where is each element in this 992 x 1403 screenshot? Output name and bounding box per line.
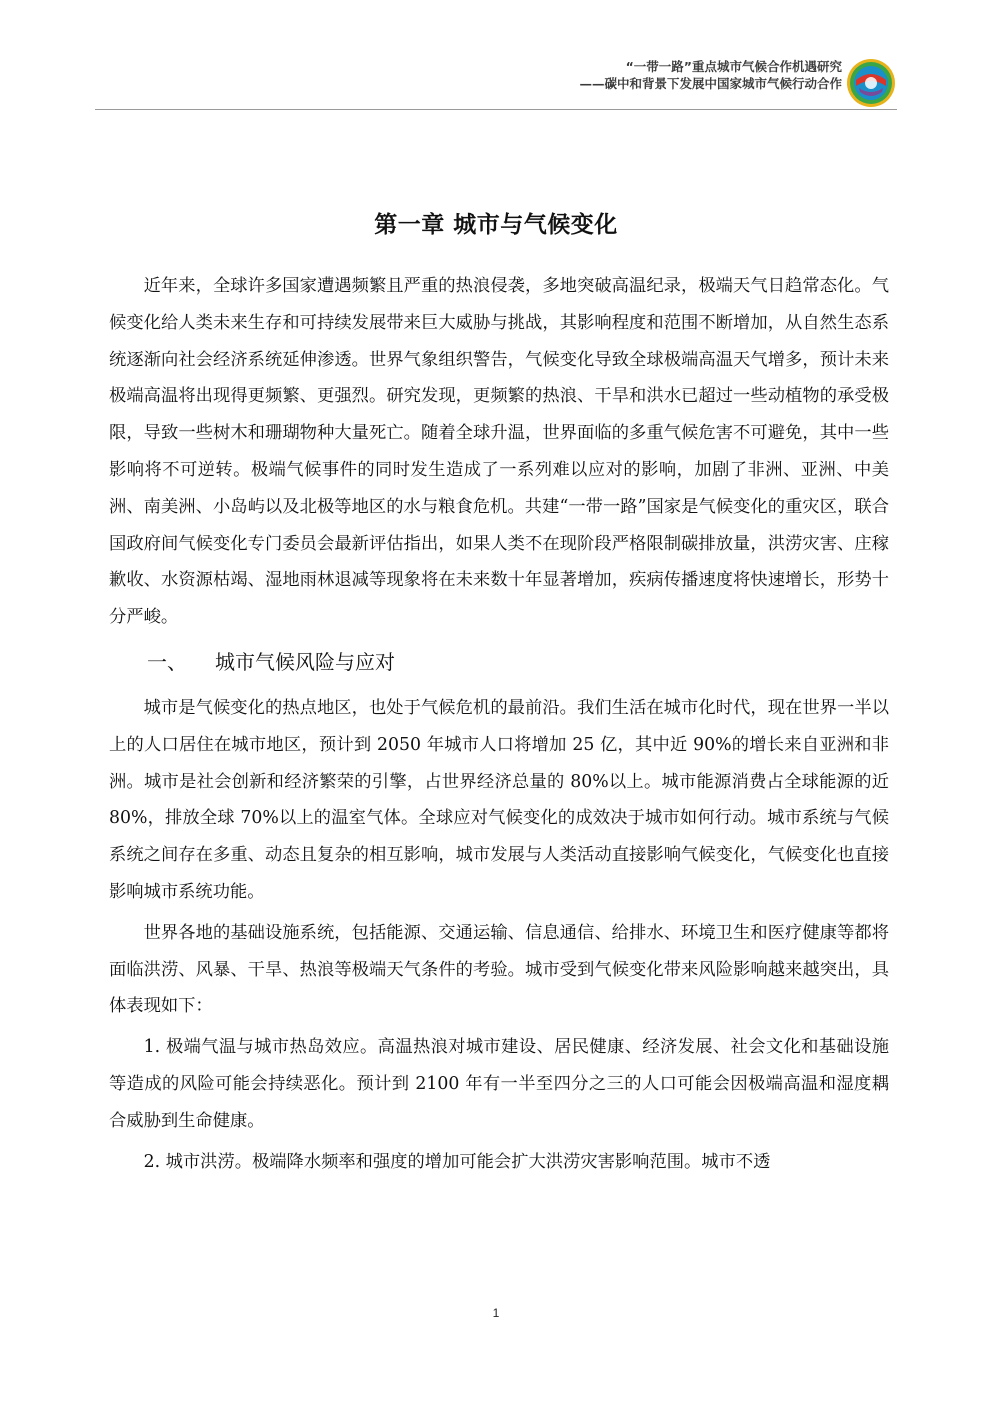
globe-logo-icon (846, 58, 896, 108)
header-line-1: “一带一路”重点城市气候合作机遇研究 (625, 59, 842, 74)
list-item: 1. 极端气温与城市热岛效应。高温热浪对城市建设、居民健康、经济发展、社会文化和基础设施等造成的风险可能会持续恶化。预计到 2100 年有一半至四分之三的人口可能会因极端高温和湿度耦合威胁到生命健康。 (109, 1037, 889, 1131)
running-header (579, 58, 842, 92)
body-content (109, 268, 889, 1180)
section-number: 一、 (147, 649, 187, 674)
section-heading (109, 640, 889, 684)
header-line-2: ——碳中和背景下发展中国家城市气候行动合作 (579, 76, 842, 91)
paragraph: 世界各地的基础设施系统，包括能源、交通运输、信息通信、给排水、环境卫生和医疗健康等都将面临洪涝、风暴、干旱、热浪等极端天气条件的考验。城市受到气候变化带来风险影响越来越突出，具体表现如下： (109, 922, 889, 1017)
list-item: 2. 城市洪涝。极端降水频率和强度的增加可能会扩大洪涝灾害影响范围。城市不透 (143, 1151, 771, 1172)
header-divider (95, 109, 897, 110)
page-number: 1 (492, 1306, 500, 1320)
chapter-title: 第一章 城市与气候变化 (374, 212, 618, 238)
section-title: 城市气候风险与应对 (215, 649, 395, 674)
intro-paragraph: 近年来，全球许多国家遭遇频繁且严重的热浪侵袭，多地突破高温纪录，极端天气日趋常态化。气候变化给人类未来生存和可持续发展带来巨大威胁与挑战，其影响程度和范围不断增加，从自然生态系统逐渐向社会经济系统延伸渗透。世界气象组织警告，气候变化导致全球极端高温天气增多，预计未来极端高温将出现得更频繁、更强烈。研究发现，更频繁的热浪、干旱和洪水已超过一些动植物的承受极限，导致一些树木和珊瑚物种大量死亡。随着全球升温，世界面临的多重气候危害不可避免，其中一些影响将不可逆转。极端气候事件的同时发生造成了一系列难以应对的影响，加剧了非洲、亚洲、中美洲、南美洲、小岛屿以及北极等地区的水与粮食危机。共建“一带一路”国家是气候变化的重灾区，联合国政府间气候变化专门委员会最新评估指出，如果人类不在现阶段严格限制碳排放量，洪涝灾害、庄稼歉收、水资源枯竭、湿地雨林退减等现象将在未来数十年显著增加，疾病传播速度将快速增长，形势十分严峻。 (109, 276, 889, 628)
paragraph: 城市是气候变化的热点地区，也处于气候危机的最前沿。我们生活在城市化时代，现在世界一半以上的人口居住在城市地区，预计到 2050 年城市人口将增加 25 亿，其中近 90%的增长来自亚洲和非洲。城市是社会创新和经济繁荣的引擎，占世界经济总量的 80%以上。城市能源消费占全球能源的近 80%，排放全球 70%以上的温室气体。全球应对气候变化的成效决于城市如何行动。城市系统与气候系统之间存在多重、动态且复杂的相互影响，城市发展与人类活动直接影响气候变化，气候变化也直接影响城市系统功能。 (109, 697, 889, 902)
